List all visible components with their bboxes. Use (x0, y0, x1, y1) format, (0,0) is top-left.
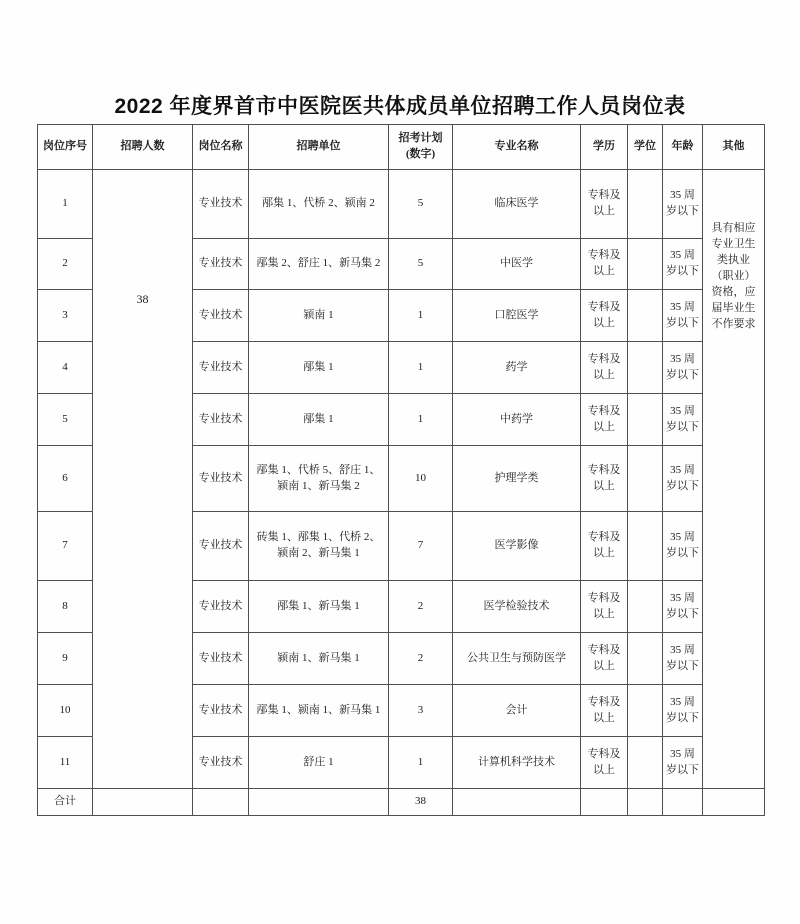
cell-units: 邴集 1、颍南 1、新马集 1 (249, 685, 389, 737)
footer-empty (628, 789, 663, 816)
cell-age: 35 周岁以下 (663, 685, 703, 737)
cell-major: 口腔医学 (453, 290, 581, 342)
cell-degree (628, 290, 663, 342)
cell-education: 专科及以上 (581, 685, 628, 737)
cell-degree (628, 394, 663, 446)
cell-age: 35 周岁以下 (663, 290, 703, 342)
cell-major: 护理学类 (453, 446, 581, 512)
footer-empty (249, 789, 389, 816)
cell-education: 专科及以上 (581, 290, 628, 342)
cell-degree (628, 446, 663, 512)
cell-degree (628, 737, 663, 789)
footer-empty (453, 789, 581, 816)
cell-position: 专业技术 (193, 633, 249, 685)
cell-education: 专科及以上 (581, 394, 628, 446)
cell-education: 专科及以上 (581, 170, 628, 239)
footer-empty (93, 789, 193, 816)
cell-plan: 1 (389, 290, 453, 342)
cell-age: 35 周岁以下 (663, 239, 703, 290)
cell-education: 专科及以上 (581, 239, 628, 290)
cell-units: 邴集 1 (249, 394, 389, 446)
cell-plan: 1 (389, 394, 453, 446)
footer-empty (663, 789, 703, 816)
cell-degree (628, 581, 663, 633)
footer-empty (581, 789, 628, 816)
cell-plan: 2 (389, 581, 453, 633)
cell-units: 邴集 1、代桥 2、颍南 2 (249, 170, 389, 239)
cell-no: 10 (38, 685, 93, 737)
footer-label: 合计 (38, 789, 93, 816)
cell-degree (628, 512, 663, 581)
cell-major: 医学检验技术 (453, 581, 581, 633)
cell-position: 专业技术 (193, 170, 249, 239)
cell-no: 11 (38, 737, 93, 789)
footer-empty (193, 789, 249, 816)
cell-position: 专业技术 (193, 446, 249, 512)
page-title: 2022 年度界首市中医院医共体成员单位招聘工作人员岗位表 (114, 95, 686, 118)
cell-education: 专科及以上 (581, 581, 628, 633)
cell-education: 专科及以上 (581, 342, 628, 394)
cell-degree (628, 685, 663, 737)
cell-major: 医学影像 (453, 512, 581, 581)
cell-units: 邴集 1 (249, 342, 389, 394)
cell-degree (628, 633, 663, 685)
cell-position: 专业技术 (193, 239, 249, 290)
cell-units: 邴集 1、代桥 5、舒庄 1、颍南 1、新马集 2 (249, 446, 389, 512)
cell-age: 35 周岁以下 (663, 170, 703, 239)
cell-other-merged (703, 170, 765, 789)
cell-age: 35 周岁以下 (663, 342, 703, 394)
cell-major: 会计 (453, 685, 581, 737)
cell-position: 专业技术 (193, 394, 249, 446)
cell-major: 临床医学 (453, 170, 581, 239)
table-header-row (38, 125, 765, 170)
job-positions-table (37, 124, 765, 816)
footer-plan-total: 38 (389, 789, 453, 816)
cell-no: 2 (38, 239, 93, 290)
cell-plan: 7 (389, 512, 453, 581)
cell-age: 35 周岁以下 (663, 394, 703, 446)
header-recruit-unit: 招聘单位 (249, 125, 389, 170)
cell-position: 专业技术 (193, 581, 249, 633)
cell-plan: 5 (389, 170, 453, 239)
cell-major: 计算机科学技术 (453, 737, 581, 789)
cell-position: 专业技术 (193, 512, 249, 581)
header-other: 其他 (703, 125, 765, 170)
header-age: 年龄 (663, 125, 703, 170)
cell-degree (628, 239, 663, 290)
cell-no: 5 (38, 394, 93, 446)
table-footer-row (38, 789, 765, 816)
cell-age: 35 周岁以下 (663, 512, 703, 581)
cell-age: 35 周岁以下 (663, 581, 703, 633)
header-plan-number: 招考计划(数字) (389, 125, 453, 170)
cell-units: 砖集 1、邴集 1、代桥 2、颍南 2、新马集 1 (249, 512, 389, 581)
cell-education: 专科及以上 (581, 633, 628, 685)
cell-education: 专科及以上 (581, 446, 628, 512)
header-major-name: 专业名称 (453, 125, 581, 170)
cell-units: 邴集 1、新马集 1 (249, 581, 389, 633)
cell-no: 3 (38, 290, 93, 342)
cell-no: 6 (38, 446, 93, 512)
cell-recruit-total-merged (93, 170, 193, 789)
header-position-name: 岗位名称 (193, 125, 249, 170)
cell-age: 35 周岁以下 (663, 633, 703, 685)
cell-plan: 1 (389, 737, 453, 789)
cell-units: 颍南 1 (249, 290, 389, 342)
table-row (38, 170, 765, 239)
cell-no: 4 (38, 342, 93, 394)
cell-education: 专科及以上 (581, 737, 628, 789)
other-note-text: 具有相应专业卫生类执业（职业）资格，应届毕业生不作要求 (711, 222, 756, 330)
cell-position: 专业技术 (193, 737, 249, 789)
cell-education: 专科及以上 (581, 512, 628, 581)
header-education: 学历 (581, 125, 628, 170)
cell-units: 颍南 1、新马集 1 (249, 633, 389, 685)
header-position-no: 岗位序号 (38, 125, 93, 170)
cell-position: 专业技术 (193, 342, 249, 394)
cell-age: 35 周岁以下 (663, 737, 703, 789)
cell-major: 公共卫生与预防医学 (453, 633, 581, 685)
cell-plan: 1 (389, 342, 453, 394)
cell-degree (628, 170, 663, 239)
cell-no: 1 (38, 170, 93, 239)
cell-plan: 2 (389, 633, 453, 685)
cell-no: 9 (38, 633, 93, 685)
recruit-total-value: 38 (136, 292, 149, 306)
cell-units: 邴集 2、舒庄 1、新马集 2 (249, 239, 389, 290)
header-degree: 学位 (628, 125, 663, 170)
cell-units: 舒庄 1 (249, 737, 389, 789)
cell-plan: 10 (389, 446, 453, 512)
cell-age: 35 周岁以下 (663, 446, 703, 512)
cell-major: 药学 (453, 342, 581, 394)
footer-empty (703, 789, 765, 816)
header-recruit-count: 招聘人数 (93, 125, 193, 170)
cell-position: 专业技术 (193, 290, 249, 342)
cell-major: 中医学 (453, 239, 581, 290)
cell-degree (628, 342, 663, 394)
cell-no: 7 (38, 512, 93, 581)
cell-no: 8 (38, 581, 93, 633)
cell-plan: 5 (389, 239, 453, 290)
cell-major: 中药学 (453, 394, 581, 446)
cell-plan: 3 (389, 685, 453, 737)
cell-position: 专业技术 (193, 685, 249, 737)
